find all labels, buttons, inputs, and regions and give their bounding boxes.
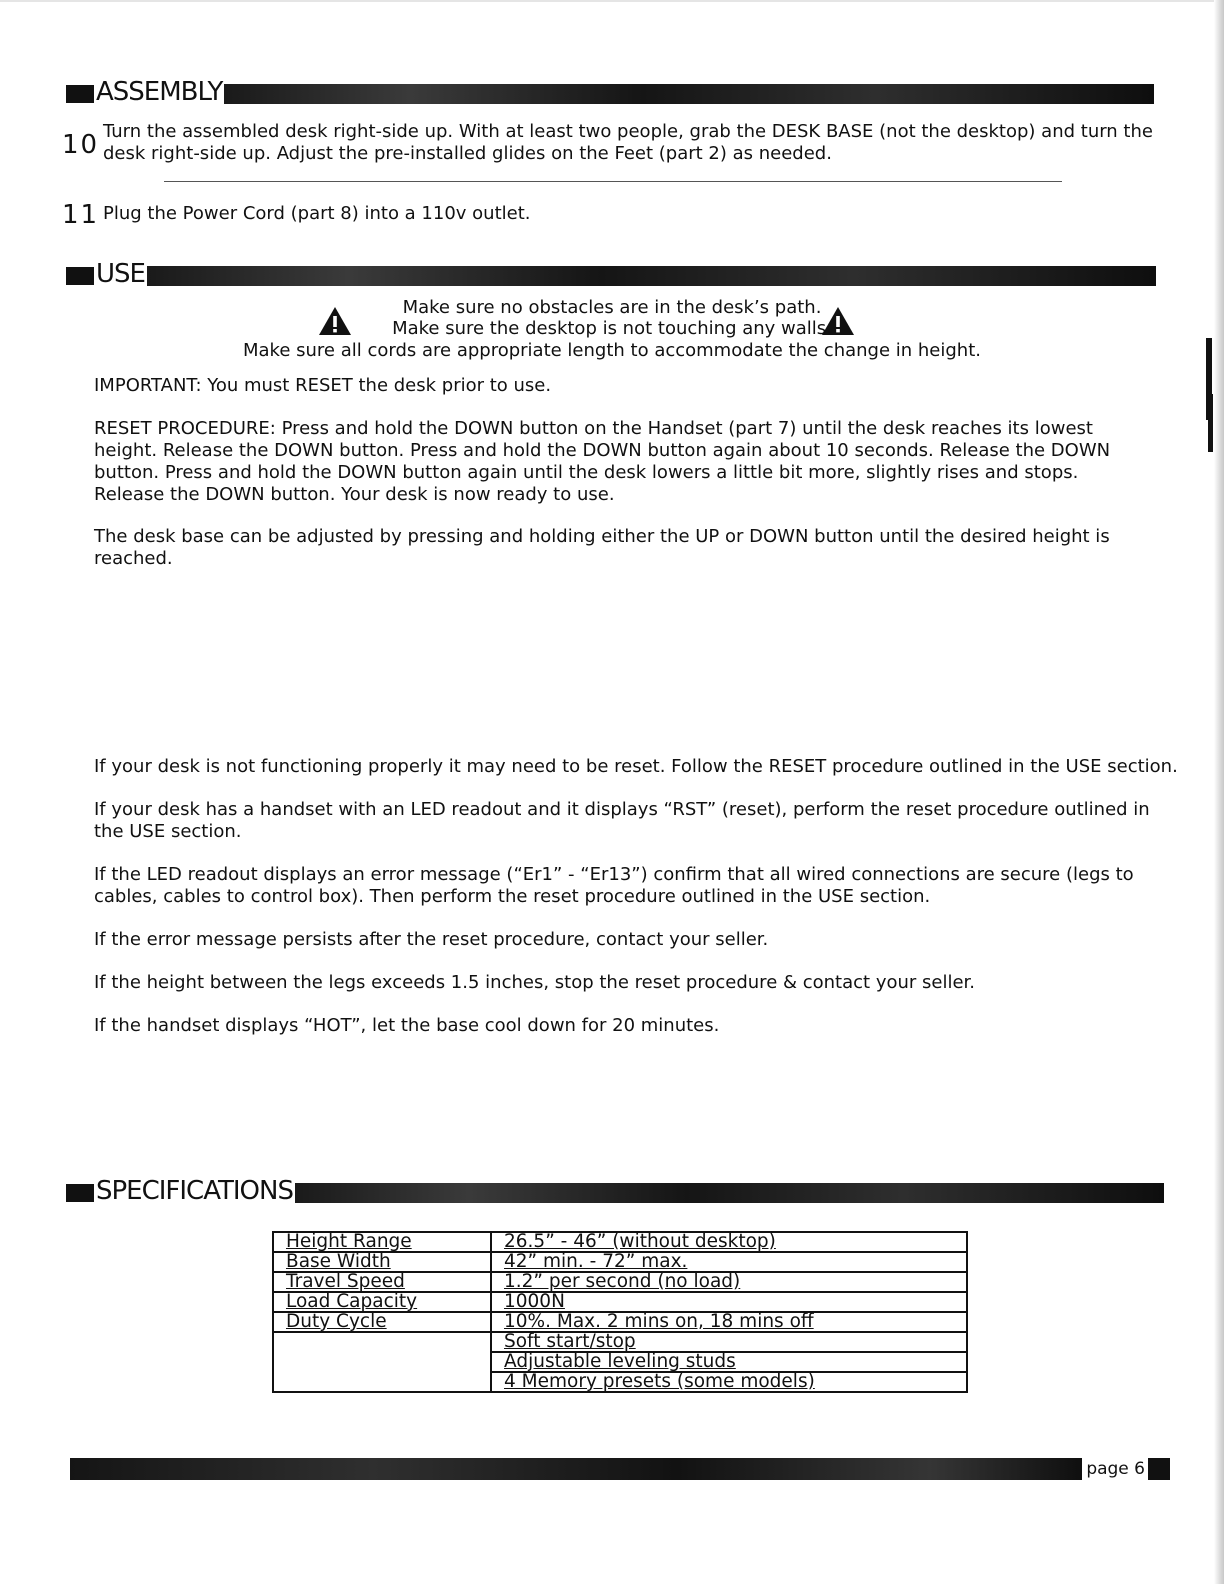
specifications-section-header [66, 1178, 1164, 1204]
step-11-text: Plug the Power Cord (part 8) into a 110v outlet. [103, 203, 531, 224]
header-bar [224, 84, 1154, 104]
table-row [273, 1272, 967, 1292]
use-section-header [66, 261, 1156, 287]
assembly-section-header [66, 79, 1154, 105]
header-bar [147, 266, 1156, 286]
step-10-line2: desk right-side up. Adjust the pre-installed glides on the Feet (part 2) as needed. [103, 143, 832, 164]
spec-value: 10%. Max. 2 mins on, 18 mins off [491, 1312, 967, 1332]
table-row [273, 1292, 967, 1312]
troubleshooting-item: If the error message persists after the reset procedure, contact your seller. [94, 929, 769, 950]
table-row [273, 1312, 967, 1332]
table-row [273, 1232, 967, 1252]
spec-value: 1.2” per second (no load) [491, 1272, 967, 1292]
reset-procedure: RESET PROCEDURE: Press and hold the DOWN button on the Handset (part 7) until the desk reaches its lowest height. Release the DOWN button. Press and hold the DOWN button again about 10 seconds. Release the DOWN button. Press and hold the DOWN button again until the desk lowers a little bit more, slightly rises and stops. Release the DOWN button. Your desk is now ready to use. [94, 418, 1111, 505]
footer-bar [70, 1458, 1082, 1480]
scan-edge [0, 0, 1224, 2]
spec-value: 26.5” - 46” (without desktop) [491, 1232, 967, 1252]
header-square [66, 85, 94, 103]
header-square [66, 267, 94, 285]
scan-mark [1208, 394, 1213, 452]
spec-label: Travel Speed [273, 1272, 491, 1292]
table-row [273, 1252, 967, 1272]
footer-square [1148, 1458, 1170, 1480]
assembly-title: ASSEMBLY [96, 77, 223, 107]
spec-value: Adjustable leveling studs [491, 1352, 967, 1372]
spec-label: Height Range [273, 1232, 491, 1252]
spec-label: Duty Cycle [273, 1312, 491, 1332]
spec-label: Load Capacity [273, 1292, 491, 1312]
page-number: page 6 [1086, 1459, 1145, 1479]
spec-value: Soft start/stop [491, 1332, 967, 1352]
spec-value: 4 Memory presets (some models) [491, 1372, 967, 1392]
table-row [273, 1332, 967, 1352]
spec-value: 1000N [491, 1292, 967, 1312]
warning-cords: Make sure all cords are appropriate length to accommodate the change in height. [242, 340, 981, 361]
specifications-table [272, 1231, 968, 1393]
adjust-note: The desk base can be adjusted by pressing and holding either the UP or DOWN button until the desired height is reached. [94, 526, 1110, 569]
step-10-line1: Turn the assembled desk right-side up. With at least two people, grab the DESK BASE (not the desktop) and turn the [103, 121, 1153, 142]
warning-obstacles: Make sure no obstacles are in the desk’s path. [402, 297, 822, 318]
spec-label-empty [273, 1332, 491, 1392]
header-square [66, 1184, 94, 1202]
troubleshooting-item: If the handset displays “HOT”, let the base cool down for 20 minutes. [94, 1015, 720, 1036]
use-title: USE [96, 259, 145, 289]
troubleshooting-item: If the height between the legs exceeds 1.5 inches, stop the reset procedure & contact your seller. [94, 972, 976, 993]
important-note: IMPORTANT: You must RESET the desk prior to use. [94, 375, 552, 396]
spec-label: Base Width [273, 1252, 491, 1272]
troubleshooting-item: If your desk is not functioning properly it may need to be reset. Follow the RESET procedure outlined in the USE section. [94, 756, 1178, 777]
troubleshooting-item: If the LED readout displays an error message (“Er1” - “Er13”) confirm that all wired connections are secure (legs to cables, cables to control box). Then perform the reset procedure outlined in the USE section. [94, 864, 1134, 907]
scan-edge [1214, 0, 1224, 1584]
step-11-number: 11 [62, 200, 100, 230]
header-bar [295, 1183, 1164, 1203]
step-divider [164, 181, 1062, 182]
specifications-title: SPECIFICATIONS [96, 1176, 293, 1206]
step-10-number: 10 [62, 130, 100, 160]
warning-walls: Make sure the desktop is not touching any walls. [392, 318, 832, 339]
spec-value: 42” min. - 72” max. [491, 1252, 967, 1272]
page-footer [70, 1458, 1170, 1480]
troubleshooting-item: If your desk has a handset with an LED readout and it displays “RST” (reset), perform the reset procedure outlined in the USE section. [94, 799, 1150, 842]
